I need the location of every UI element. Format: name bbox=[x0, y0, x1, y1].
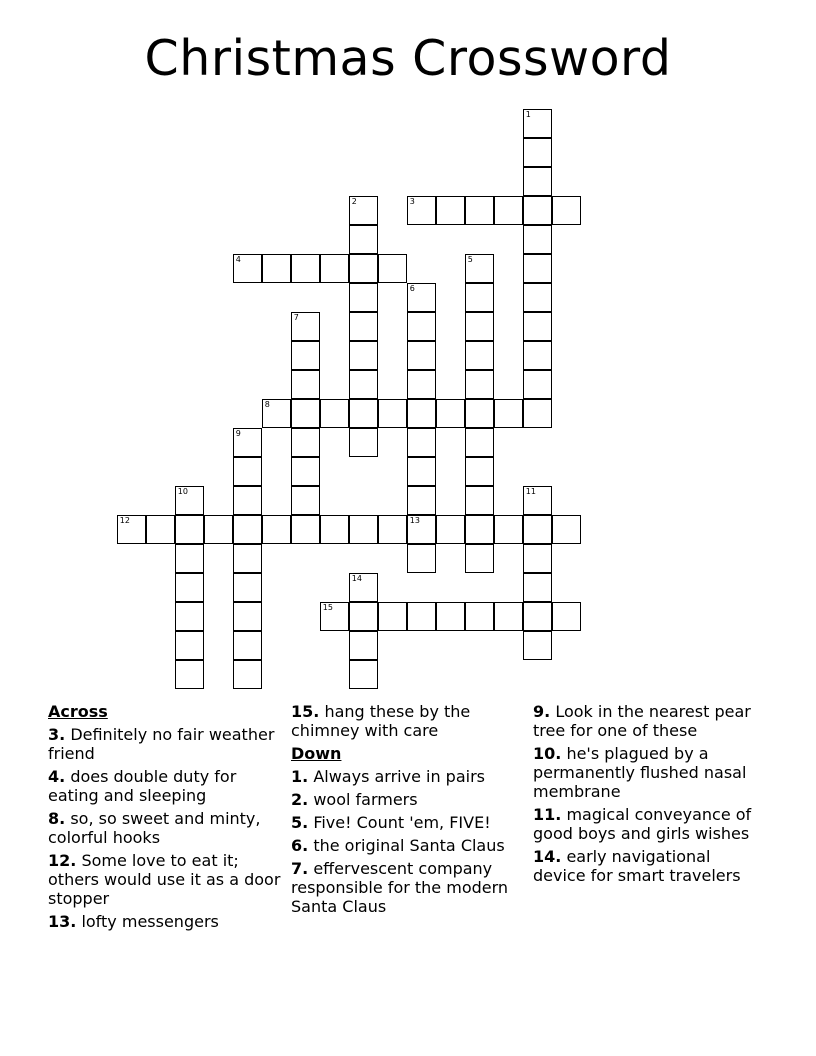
grid-cell[interactable] bbox=[465, 486, 494, 515]
clue-number: 2. bbox=[291, 790, 309, 809]
grid-cell[interactable] bbox=[494, 515, 523, 544]
grid-cell[interactable] bbox=[523, 312, 552, 341]
grid-cell[interactable] bbox=[465, 602, 494, 631]
grid-cell[interactable] bbox=[175, 631, 204, 660]
clue-down-14 bbox=[533, 847, 768, 885]
grid-cell[interactable] bbox=[407, 370, 436, 399]
clue-number: 14. bbox=[533, 847, 562, 866]
grid-cell[interactable] bbox=[175, 544, 204, 573]
clue-down-11 bbox=[533, 805, 768, 843]
grid-cell[interactable] bbox=[523, 486, 552, 515]
clue-number-label: 12 bbox=[119, 516, 130, 526]
clue-number: 3. bbox=[48, 725, 66, 744]
clue-number: 12. bbox=[48, 851, 77, 870]
grid-cell[interactable] bbox=[465, 312, 494, 341]
grid-cell[interactable] bbox=[407, 602, 436, 631]
clue-across-12 bbox=[48, 851, 283, 908]
grid-cell[interactable] bbox=[465, 457, 494, 486]
grid-cell[interactable] bbox=[407, 283, 436, 312]
clue-column-1 bbox=[48, 702, 283, 935]
clue-across-15 bbox=[291, 702, 526, 740]
grid-cell[interactable] bbox=[262, 399, 291, 428]
clue-text: he's plagued by a permanently flushed nasal membrane bbox=[533, 744, 747, 801]
clue-down-5 bbox=[291, 813, 526, 832]
clue-down-6 bbox=[291, 836, 526, 855]
grid-cell[interactable] bbox=[233, 428, 262, 457]
clue-down-9 bbox=[533, 702, 768, 740]
grid-cell[interactable] bbox=[349, 602, 378, 631]
grid-cell[interactable] bbox=[465, 428, 494, 457]
clue-text: Five! Count 'em, FIVE! bbox=[313, 813, 491, 832]
grid-cell[interactable] bbox=[349, 196, 378, 225]
clue-down-7 bbox=[291, 859, 526, 916]
grid-cell[interactable] bbox=[523, 370, 552, 399]
grid-cell[interactable] bbox=[465, 515, 494, 544]
grid-cell[interactable] bbox=[349, 312, 378, 341]
clue-number-label: 7 bbox=[293, 313, 299, 323]
grid-cell[interactable] bbox=[175, 602, 204, 631]
grid-cell[interactable] bbox=[291, 428, 320, 457]
clue-number-label: 11 bbox=[525, 487, 536, 497]
grid-cell[interactable] bbox=[523, 515, 552, 544]
grid-cell[interactable] bbox=[465, 370, 494, 399]
clue-across-4 bbox=[48, 767, 283, 805]
grid-cell[interactable] bbox=[407, 457, 436, 486]
clue-text: hang these by the chimney with care bbox=[291, 702, 471, 740]
clue-text: early navigational device for smart travelers bbox=[533, 847, 741, 885]
grid-cell[interactable] bbox=[436, 602, 465, 631]
grid-cell[interactable] bbox=[407, 544, 436, 573]
clue-number-label: 4 bbox=[235, 255, 241, 265]
grid-cell[interactable] bbox=[117, 515, 146, 544]
grid-cell[interactable] bbox=[233, 544, 262, 573]
grid-cell[interactable] bbox=[291, 457, 320, 486]
clue-number: 10. bbox=[533, 744, 562, 763]
clue-down-10 bbox=[533, 744, 768, 801]
clue-number: 6. bbox=[291, 836, 309, 855]
grid-cell[interactable] bbox=[436, 515, 465, 544]
grid-cell[interactable] bbox=[291, 312, 320, 341]
page-title: Christmas Crossword bbox=[144, 30, 672, 87]
grid-cell[interactable] bbox=[349, 254, 378, 283]
clue-number-label: 1 bbox=[525, 110, 531, 120]
clue-number-label: 5 bbox=[467, 255, 473, 265]
grid-cell[interactable] bbox=[320, 602, 349, 631]
grid-cell[interactable] bbox=[320, 399, 349, 428]
grid-cell[interactable] bbox=[146, 515, 175, 544]
clue-number-label: 10 bbox=[177, 487, 188, 497]
clue-number-label: 2 bbox=[351, 197, 357, 207]
grid-cell[interactable] bbox=[378, 399, 407, 428]
grid-cell[interactable] bbox=[523, 167, 552, 196]
grid-cell[interactable] bbox=[291, 254, 320, 283]
grid-cell[interactable] bbox=[291, 341, 320, 370]
clue-text: magical conveyance of good boys and girls wishes bbox=[533, 805, 752, 843]
clue-across-3 bbox=[48, 725, 283, 763]
grid-cell[interactable] bbox=[204, 515, 233, 544]
clue-number-label: 9 bbox=[235, 429, 241, 439]
grid-cell[interactable] bbox=[233, 486, 262, 515]
clue-number-label: 15 bbox=[322, 603, 333, 613]
grid-cell[interactable] bbox=[233, 515, 262, 544]
grid-cell[interactable] bbox=[552, 196, 581, 225]
grid-cell[interactable] bbox=[291, 486, 320, 515]
grid-cell[interactable] bbox=[523, 196, 552, 225]
clue-number: 11. bbox=[533, 805, 562, 824]
grid-cell[interactable] bbox=[291, 515, 320, 544]
grid-cell[interactable] bbox=[175, 486, 204, 515]
grid-cell[interactable] bbox=[349, 370, 378, 399]
clue-text: lofty messengers bbox=[81, 912, 219, 931]
grid-cell[interactable] bbox=[407, 341, 436, 370]
grid-cell[interactable] bbox=[523, 109, 552, 138]
grid-cell[interactable] bbox=[349, 399, 378, 428]
clue-text: Definitely no fair weather friend bbox=[48, 725, 275, 763]
across-heading: Across bbox=[48, 702, 108, 721]
grid-cell[interactable] bbox=[523, 573, 552, 602]
clue-down-2 bbox=[291, 790, 526, 809]
grid-cell[interactable] bbox=[523, 544, 552, 573]
grid-cell[interactable] bbox=[262, 254, 291, 283]
grid-cell[interactable] bbox=[552, 515, 581, 544]
grid-cell[interactable] bbox=[523, 254, 552, 283]
grid-cell[interactable] bbox=[378, 602, 407, 631]
grid-cell[interactable] bbox=[494, 399, 523, 428]
grid-cell[interactable] bbox=[407, 312, 436, 341]
grid-cell[interactable] bbox=[349, 428, 378, 457]
grid-cell[interactable] bbox=[349, 341, 378, 370]
grid-cell[interactable] bbox=[320, 515, 349, 544]
grid-cell[interactable] bbox=[175, 660, 204, 689]
grid-cell[interactable] bbox=[349, 283, 378, 312]
clue-text: does double duty for eating and sleeping bbox=[48, 767, 237, 805]
clue-number: 15. bbox=[291, 702, 320, 721]
clue-number-label: 3 bbox=[409, 197, 415, 207]
grid-cell[interactable] bbox=[465, 254, 494, 283]
grid-cell[interactable] bbox=[436, 399, 465, 428]
grid-cell[interactable] bbox=[233, 631, 262, 660]
grid-cell[interactable] bbox=[407, 428, 436, 457]
clue-text: Some love to eat it; others would use it as a door stopper bbox=[48, 851, 281, 908]
grid-cell[interactable] bbox=[465, 196, 494, 225]
clue-number: 1. bbox=[291, 767, 309, 786]
clue-text: Always arrive in pairs bbox=[313, 767, 485, 786]
grid-cell[interactable] bbox=[523, 138, 552, 167]
grid-cell[interactable] bbox=[349, 660, 378, 689]
grid-cell[interactable] bbox=[233, 660, 262, 689]
grid-cell[interactable] bbox=[407, 515, 436, 544]
clue-text: Look in the nearest pear tree for one of these bbox=[533, 702, 751, 740]
grid-cell[interactable] bbox=[523, 341, 552, 370]
down-heading: Down bbox=[291, 744, 342, 763]
clue-number: 4. bbox=[48, 767, 66, 786]
grid-cell[interactable] bbox=[494, 196, 523, 225]
grid-cell[interactable] bbox=[407, 399, 436, 428]
clue-down-1 bbox=[291, 767, 526, 786]
grid-cell[interactable] bbox=[349, 631, 378, 660]
grid-cell[interactable] bbox=[465, 341, 494, 370]
grid-cell[interactable] bbox=[523, 631, 552, 660]
grid-cell[interactable] bbox=[320, 254, 349, 283]
grid-cell[interactable] bbox=[291, 399, 320, 428]
grid-cell[interactable] bbox=[262, 515, 291, 544]
clue-text: wool farmers bbox=[313, 790, 418, 809]
clue-across-8 bbox=[48, 809, 283, 847]
grid-cell[interactable] bbox=[378, 254, 407, 283]
grid-cell[interactable] bbox=[523, 399, 552, 428]
clue-column-3 bbox=[533, 702, 768, 889]
clue-number: 5. bbox=[291, 813, 309, 832]
grid-cell[interactable] bbox=[378, 515, 407, 544]
grid-cell[interactable] bbox=[552, 602, 581, 631]
clue-number-label: 6 bbox=[409, 284, 415, 294]
clue-across-13 bbox=[48, 912, 283, 931]
grid-cell[interactable] bbox=[436, 196, 465, 225]
grid-cell[interactable] bbox=[291, 370, 320, 399]
clue-number-label: 13 bbox=[409, 516, 420, 526]
grid-cell[interactable] bbox=[349, 573, 378, 602]
grid-cell[interactable] bbox=[175, 573, 204, 602]
grid-cell[interactable] bbox=[465, 399, 494, 428]
grid-cell[interactable] bbox=[523, 283, 552, 312]
clue-number: 8. bbox=[48, 809, 66, 828]
grid-cell[interactable] bbox=[465, 544, 494, 573]
clue-text: the original Santa Claus bbox=[313, 836, 505, 855]
grid-cell[interactable] bbox=[494, 602, 523, 631]
grid-cell[interactable] bbox=[233, 457, 262, 486]
grid-cell[interactable] bbox=[349, 225, 378, 254]
clue-number-label: 14 bbox=[351, 574, 362, 584]
clue-number: 13. bbox=[48, 912, 77, 931]
clue-number: 9. bbox=[533, 702, 551, 721]
grid-cell[interactable] bbox=[407, 196, 436, 225]
clue-text: so, so sweet and minty, colorful hooks bbox=[48, 809, 261, 847]
grid-cell[interactable] bbox=[465, 283, 494, 312]
clue-column-2 bbox=[291, 702, 526, 920]
grid-cell[interactable] bbox=[349, 515, 378, 544]
clue-text: effervescent company responsible for the modern Santa Claus bbox=[291, 859, 509, 916]
grid-cell[interactable] bbox=[233, 254, 262, 283]
clue-number-label: 8 bbox=[264, 400, 270, 410]
grid-cell[interactable] bbox=[233, 602, 262, 631]
grid-cell[interactable] bbox=[523, 602, 552, 631]
grid-cell[interactable] bbox=[233, 573, 262, 602]
clue-number: 7. bbox=[291, 859, 309, 878]
grid-cell[interactable] bbox=[407, 486, 436, 515]
grid-cell[interactable] bbox=[175, 515, 204, 544]
grid-cell[interactable] bbox=[523, 225, 552, 254]
